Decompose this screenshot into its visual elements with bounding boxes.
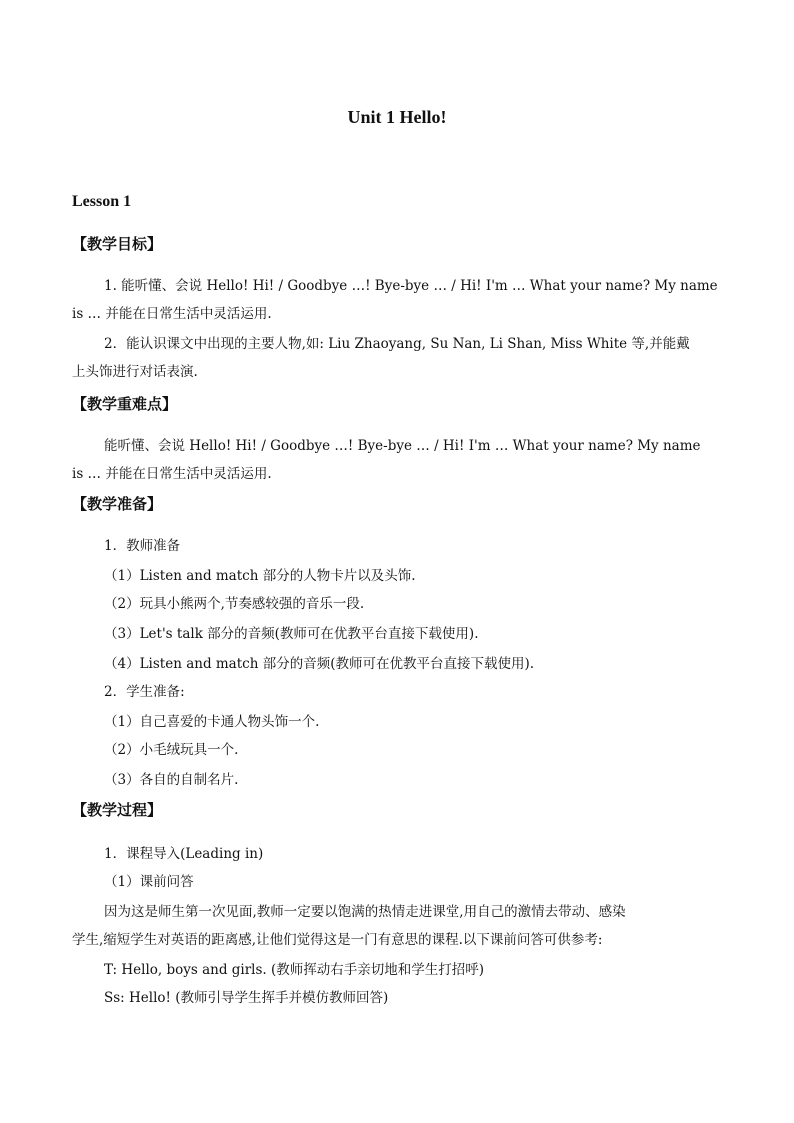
key-points-line-1: 能听懂、会说 Hello! Hi! / Goodbye …! Bye-bye … / Hi! I'm … What your name? My name <box>104 438 701 454</box>
prep-teacher-title: 1．教师准备 <box>104 538 181 554</box>
section-heading-process: 【教学过程】 <box>72 801 163 819</box>
unit-title: Unit 1 Hello! <box>347 107 447 127</box>
goal-2-line-1: 2．能认识课文中出现的主要人物,如: Liu Zhaoyang, Su Nan, Li Shan, Miss White 等,并能戴 <box>104 336 690 352</box>
prep-student-item-1: （1）自己喜爱的卡通人物头饰一个. <box>104 714 320 730</box>
section-heading-preparation: 【教学准备】 <box>72 495 163 513</box>
prep-student-item-3: （3）各自的自制名片. <box>104 772 239 788</box>
section-heading-key-points: 【教学重难点】 <box>72 395 178 413</box>
section-heading-goals: 【教学目标】 <box>72 235 163 253</box>
prep-teacher-item-2: （2）玩具小熊两个,节奏感较强的音乐一段. <box>104 596 365 612</box>
process-paragraph-line-1: 因为这是师生第一次见面,教师一定要以饱满的热情走进课堂,用自己的激情去带动、感染 <box>104 904 626 920</box>
dialogue-line-1: T: Hello, boys and girls. (教师挥动右手亲切地和学生打招呼) <box>104 962 485 978</box>
goal-1-line-2: is … 并能在日常生活中灵活运用. <box>72 306 272 322</box>
prep-teacher-item-3: （3）Let's talk 部分的音频(教师可在优教平台直接下载使用). <box>104 626 479 642</box>
prep-student-item-2: （2）小毛绒玩具一个. <box>104 742 239 758</box>
process-paragraph-line-2: 学生,缩短学生对英语的距离感,让他们觉得这是一门有意思的课程.以下课前问答可供参考: <box>72 932 603 948</box>
process-step-1-title: 1．课程导入(Leading in) <box>104 846 264 862</box>
lesson-heading: Lesson 1 <box>72 193 132 210</box>
dialogue-line-2: Ss: Hello! (教师引导学生挥手并模仿教师回答) <box>104 990 389 1006</box>
prep-student-title: 2．学生准备: <box>104 684 185 700</box>
process-step-1-item-1: （1）课前问答 <box>104 874 194 890</box>
prep-teacher-item-1: （1）Listen and match 部分的人物卡片以及头饰. <box>104 568 416 584</box>
goal-1-line-1: 1. 能听懂、会说 Hello! Hi! / Goodbye …! Bye-bye … / Hi! I'm … What your name? My name <box>104 278 718 294</box>
goal-2-line-2: 上头饰进行对话表演. <box>72 364 198 380</box>
key-points-line-2: is … 并能在日常生活中灵活运用. <box>72 466 272 482</box>
prep-teacher-item-4: （4）Listen and match 部分的音频(教师可在优教平台直接下载使用). <box>104 656 535 672</box>
